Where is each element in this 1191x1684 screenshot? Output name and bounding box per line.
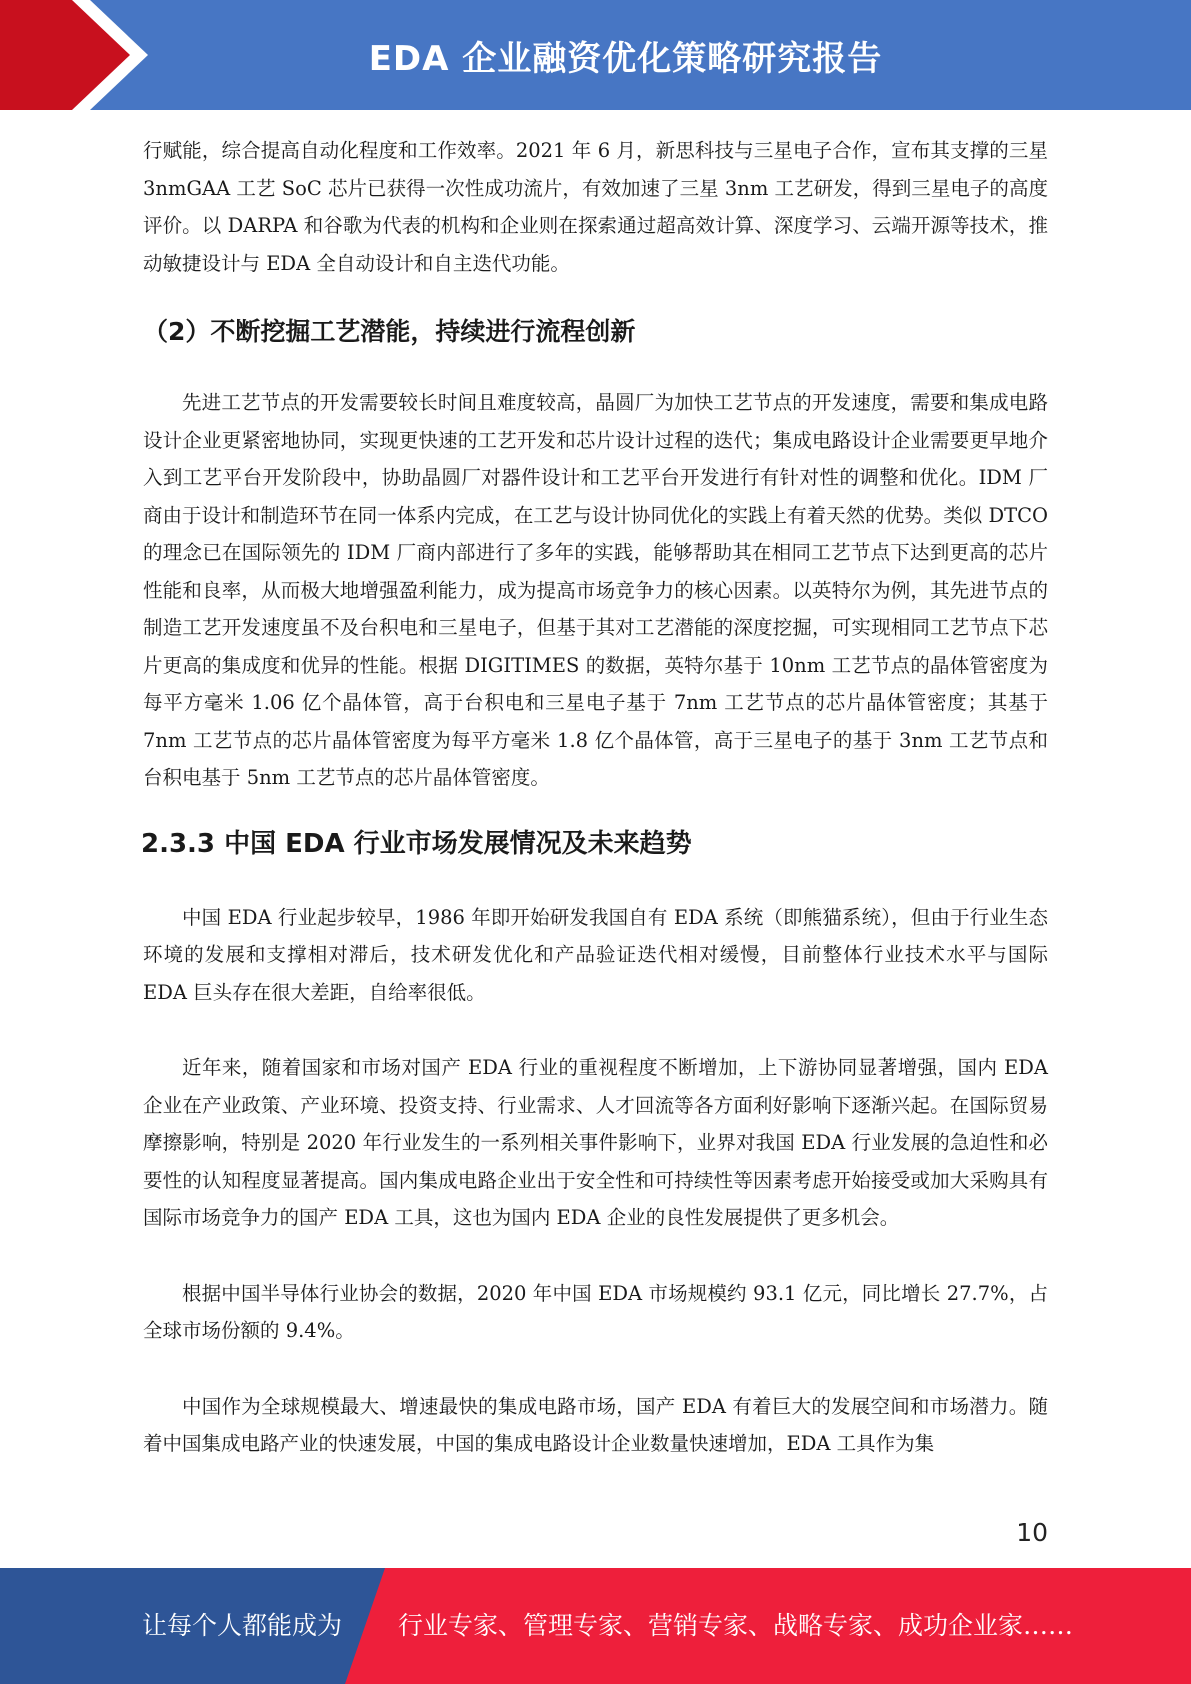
footer-slogan-left: 让每个人都能成为 (142, 1611, 343, 1640)
paragraph-china-eda-market: 根据中国半导体行业协会的数据，2020 年中国 EDA 市场规模约 93.1 亿元，同比增长 27.7%，占全球市场份额的 9.4%。 (143, 1281, 1048, 1342)
paragraph-china-eda-history: 中国 EDA 行业起步较早，1986 年即开始研发我国自有 EDA 系统（即熊猫系统），但由于行业生态环境的发展和支撑相对滞后，技术研发优化和产品验证迭代相对缓慢，目前整体行业技术水平与国际 EDA 巨头存在很大差距，自给率很低。 (143, 905, 1048, 1004)
footer-slogan-right: 行业专家、管理专家、营销专家、战略专家、成功企业家…… (398, 1611, 1074, 1640)
subheading: （2）不断挖掘工艺潜能，持续进行流程创新 (143, 317, 636, 346)
paragraph-china-eda-potential: 中国作为全球规模最大、增速最快的集成电路市场，国产 EDA 有着巨大的发展空间和市场潜力。随着中国集成电路产业的快速发展，中国的集成电路设计企业数量快速增加，EDA 工具作为集 (143, 1394, 1048, 1455)
document-body (143, 132, 1048, 1463)
paragraph-process-innovation: 先进工艺节点的开发需要较长时间且难度较高，晶圆厂为加快工艺节点的开发速度，需要和集成电路设计企业更紧密地协同，实现更快速的工艺开发和芯片设计过程的迭代；集成电路设计企业需要更早地介入到工艺平台开发阶段中，协助晶圆厂对器件设计和工艺平台开发进行有针对性的调整和优化。IDM 厂商由于设计和制造环节在同一体系内完成，在工艺与设计协同优化的实践上有着天然的优势。类似 DTCO 的理念已在国际领先的 IDM 厂商内部进行了多年的实践，能够帮助其在相同工艺节点下达到更高的芯片性能和良率，从而极大地增强盈利能力，成为提高市场竞争力的核心因素。以英特尔为例，其先进节点的制造工艺开发速度虽不及台积电和三星电子，但基于其对工艺潜能的深度挖掘，可实现相同工艺节点下芯片更高的集成度和优异的性能。根据 DIGITIMES 的数据，英特尔基于 10nm 工艺节点的晶体管密度为每平方毫米 1.06 亿个晶体管，高于台积电和三星电子基于 7nm 工艺节点的芯片晶体管密度；其基于 7nm 工艺节点的芯片晶体管密度为每平方毫米 1.8 亿个晶体管，高于三星电子的基于 3nm 工艺节点和台积电基于 5nm 工艺节点的芯片晶体管密度。 (143, 391, 1048, 789)
page-header (0, 0, 1191, 110)
page-number: 10 (1016, 1518, 1048, 1547)
paragraph-continuation: 行赋能，综合提高自动化程度和工作效率。2021 年 6 月，新思科技与三星电子合作，宣布其支撑的三星 3nmGAA 工艺 SoC 芯片已获得一次性成功流片，有效加速了三星 3nm 工艺研发，得到三星电子的高度评价。以 DARPA 和谷歌为代表的机构和企业则在探索通过超高效计算、深度学习、云端开源等技术，推动敏捷设计与 EDA 全自动设计和自主迭代功能。 (143, 139, 1048, 275)
section-heading: 2.3.3 中国 EDA 行业市场发展情况及未来趋势 (141, 828, 692, 859)
paragraph-china-eda-rise: 近年来，随着国家和市场对国产 EDA 行业的重视程度不断增加，上下游协同显著增强，国内 EDA 企业在产业政策、产业环境、投资支持、行业需求、人才回流等各方面利好影响下逐渐兴起。在国际贸易摩擦影响，特别是 2020 年行业发生的一系列相关事件影响下，业界对我国 EDA 行业发展的急迫性和必要性的认知程度显著提高。国内集成电路企业出于安全性和可持续性等因素考虑开始接受或加大采购具有国际市场竞争力的国产 EDA 工具，这也为国内 EDA 企业的良性发展提供了更多机会。 (143, 1056, 1048, 1229)
page-footer (0, 1568, 1191, 1684)
header-title: EDA 企业融资优化策略研究报告 (368, 38, 883, 79)
